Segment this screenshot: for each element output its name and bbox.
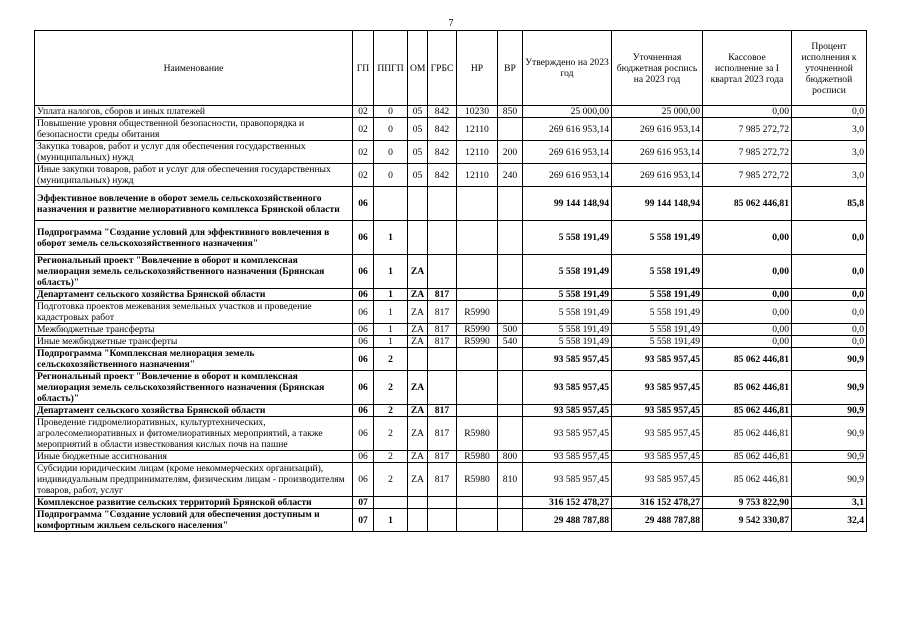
header-executed: Кассовое исполнение за I квартал 2023 года bbox=[703, 31, 792, 106]
cell-om: ZA bbox=[408, 451, 428, 463]
cell-ppgp: 0 bbox=[374, 164, 408, 187]
cell-gp: 06 bbox=[353, 255, 374, 289]
cell-gp: 02 bbox=[353, 106, 374, 118]
cell-percent: 0,0 bbox=[792, 221, 867, 255]
cell-ppgp: 2 bbox=[374, 348, 408, 371]
page-number: 7 bbox=[448, 18, 454, 29]
cell-revised: 29 488 787,88 bbox=[612, 509, 703, 532]
cell-executed: 85 062 446,81 bbox=[703, 451, 792, 463]
cell-vr: 240 bbox=[498, 164, 523, 187]
cell-nr bbox=[457, 348, 498, 371]
cell-executed: 7 985 272,72 bbox=[703, 118, 792, 141]
cell-approved: 93 585 957,45 bbox=[523, 463, 612, 497]
cell-nr: R5990 bbox=[457, 301, 498, 324]
cell-approved: 5 558 191,49 bbox=[523, 255, 612, 289]
cell-approved: 93 585 957,45 bbox=[523, 405, 612, 417]
cell-revised: 93 585 957,45 bbox=[612, 371, 703, 405]
cell-approved: 25 000,00 bbox=[523, 106, 612, 118]
cell-percent: 32,4 bbox=[792, 509, 867, 532]
cell-name: Департамент сельского хозяйства Брянской области bbox=[35, 405, 353, 417]
cell-grbs: 842 bbox=[428, 106, 457, 118]
cell-executed: 85 062 446,81 bbox=[703, 348, 792, 371]
header-gp: ГП bbox=[353, 31, 374, 106]
cell-name: Департамент сельского хозяйства Брянской области bbox=[35, 289, 353, 301]
table-row bbox=[35, 164, 867, 187]
cell-revised: 93 585 957,45 bbox=[612, 417, 703, 451]
cell-executed: 7 985 272,72 bbox=[703, 164, 792, 187]
cell-approved: 5 558 191,49 bbox=[523, 324, 612, 336]
cell-revised: 5 558 191,49 bbox=[612, 289, 703, 301]
cell-executed: 0,00 bbox=[703, 255, 792, 289]
cell-approved: 93 585 957,45 bbox=[523, 348, 612, 371]
cell-grbs bbox=[428, 509, 457, 532]
cell-percent: 3,0 bbox=[792, 164, 867, 187]
cell-approved: 5 558 191,49 bbox=[523, 289, 612, 301]
table-row bbox=[35, 301, 867, 324]
cell-approved: 316 152 478,27 bbox=[523, 497, 612, 509]
cell-gp: 02 bbox=[353, 141, 374, 164]
cell-name: Иные закупки товаров, работ и услуг для обеспечения государственных (муниципальных) нужд bbox=[35, 164, 353, 187]
cell-vr: 850 bbox=[498, 106, 523, 118]
cell-name: Подпрограмма "Комплексная мелиорация земель сельскохозяйственного назначения" bbox=[35, 348, 353, 371]
cell-revised: 5 558 191,49 bbox=[612, 336, 703, 348]
cell-ppgp bbox=[374, 187, 408, 221]
cell-vr: 540 bbox=[498, 336, 523, 348]
cell-percent: 85,8 bbox=[792, 187, 867, 221]
header-om: ОМ bbox=[408, 31, 428, 106]
header-row bbox=[35, 31, 867, 106]
cell-approved: 29 488 787,88 bbox=[523, 509, 612, 532]
cell-ppgp: 2 bbox=[374, 463, 408, 497]
cell-revised: 5 558 191,49 bbox=[612, 301, 703, 324]
cell-gp: 02 bbox=[353, 118, 374, 141]
cell-grbs bbox=[428, 255, 457, 289]
cell-ppgp: 1 bbox=[374, 509, 408, 532]
cell-vr: 500 bbox=[498, 324, 523, 336]
cell-name: Проведение гидромелиоративных, культуртехнических, агролесомелиоративных и фитомелиоративных мероприятий, а также мероприятий в области известкования кислых почв на пашне bbox=[35, 417, 353, 451]
cell-vr bbox=[498, 255, 523, 289]
cell-percent: 0,0 bbox=[792, 106, 867, 118]
cell-name: Уплата налогов, сборов и иных платежей bbox=[35, 106, 353, 118]
cell-revised: 5 558 191,49 bbox=[612, 255, 703, 289]
cell-percent: 0,0 bbox=[792, 289, 867, 301]
cell-vr: 200 bbox=[498, 141, 523, 164]
cell-ppgp: 2 bbox=[374, 405, 408, 417]
cell-nr: R5980 bbox=[457, 451, 498, 463]
cell-executed: 85 062 446,81 bbox=[703, 463, 792, 497]
cell-revised: 316 152 478,27 bbox=[612, 497, 703, 509]
cell-vr: 810 bbox=[498, 463, 523, 497]
cell-vr bbox=[498, 509, 523, 532]
cell-gp: 06 bbox=[353, 405, 374, 417]
cell-percent: 0,0 bbox=[792, 255, 867, 289]
cell-grbs bbox=[428, 497, 457, 509]
cell-om: 05 bbox=[408, 106, 428, 118]
cell-grbs bbox=[428, 348, 457, 371]
table-row bbox=[35, 417, 867, 451]
cell-om bbox=[408, 221, 428, 255]
header-ppgp: ППГП bbox=[374, 31, 408, 106]
cell-om: 05 bbox=[408, 164, 428, 187]
cell-vr bbox=[498, 497, 523, 509]
cell-vr bbox=[498, 187, 523, 221]
table-row bbox=[35, 324, 867, 336]
cell-vr: 800 bbox=[498, 451, 523, 463]
cell-name: Повышение уровня общественной безопасности, правопорядка и безопасности среды обитания bbox=[35, 118, 353, 141]
cell-percent: 90,9 bbox=[792, 348, 867, 371]
cell-ppgp: 0 bbox=[374, 118, 408, 141]
cell-nr bbox=[457, 371, 498, 405]
cell-approved: 5 558 191,49 bbox=[523, 336, 612, 348]
cell-nr: 12110 bbox=[457, 164, 498, 187]
cell-gp: 06 bbox=[353, 348, 374, 371]
cell-approved: 93 585 957,45 bbox=[523, 417, 612, 451]
cell-revised: 269 616 953,14 bbox=[612, 141, 703, 164]
cell-om: 05 bbox=[408, 141, 428, 164]
cell-revised: 93 585 957,45 bbox=[612, 405, 703, 417]
cell-percent: 90,9 bbox=[792, 417, 867, 451]
cell-approved: 99 144 148,94 bbox=[523, 187, 612, 221]
cell-percent: 90,9 bbox=[792, 463, 867, 497]
cell-ppgp: 1 bbox=[374, 336, 408, 348]
cell-ppgp: 0 bbox=[374, 106, 408, 118]
cell-executed: 0,00 bbox=[703, 324, 792, 336]
cell-approved: 5 558 191,49 bbox=[523, 301, 612, 324]
cell-grbs: 817 bbox=[428, 301, 457, 324]
table-row bbox=[35, 371, 867, 405]
cell-approved: 269 616 953,14 bbox=[523, 141, 612, 164]
cell-nr: R5990 bbox=[457, 336, 498, 348]
cell-vr bbox=[498, 301, 523, 324]
cell-ppgp: 2 bbox=[374, 417, 408, 451]
cell-approved: 269 616 953,14 bbox=[523, 164, 612, 187]
cell-name: Подпрограмма "Создание условий для обеспечения доступным и комфортным жильем сельского населения" bbox=[35, 509, 353, 532]
cell-om: ZA bbox=[408, 324, 428, 336]
cell-vr bbox=[498, 118, 523, 141]
cell-name: Закупка товаров, работ и услуг для обеспечения государственных (муниципальных) нужд bbox=[35, 141, 353, 164]
cell-ppgp: 2 bbox=[374, 371, 408, 405]
cell-gp: 06 bbox=[353, 463, 374, 497]
cell-vr bbox=[498, 405, 523, 417]
header-nr: НР bbox=[457, 31, 498, 106]
cell-revised: 5 558 191,49 bbox=[612, 221, 703, 255]
cell-nr: 12110 bbox=[457, 118, 498, 141]
cell-ppgp: 2 bbox=[374, 451, 408, 463]
cell-executed: 0,00 bbox=[703, 301, 792, 324]
cell-nr bbox=[457, 289, 498, 301]
cell-name: Региональный проект "Вовлечение в оборот и комплексная мелиорация земель сельскохозяйственного назначения (Брянская область)" bbox=[35, 255, 353, 289]
table-row bbox=[35, 187, 867, 221]
cell-vr bbox=[498, 417, 523, 451]
header-grbs: ГРБС bbox=[428, 31, 457, 106]
budget-table bbox=[34, 30, 867, 532]
cell-om bbox=[408, 187, 428, 221]
cell-om: ZA bbox=[408, 405, 428, 417]
cell-grbs: 817 bbox=[428, 405, 457, 417]
cell-ppgp: 1 bbox=[374, 255, 408, 289]
cell-revised: 93 585 957,45 bbox=[612, 348, 703, 371]
cell-grbs: 842 bbox=[428, 118, 457, 141]
cell-name: Эффективное вовлечение в оборот земель сельскохозяйственного назначения и развитие мелиоративного комплекса Брянской области bbox=[35, 187, 353, 221]
cell-revised: 99 144 148,94 bbox=[612, 187, 703, 221]
cell-om: ZA bbox=[408, 255, 428, 289]
cell-gp: 06 bbox=[353, 371, 374, 405]
cell-gp: 06 bbox=[353, 301, 374, 324]
cell-grbs: 817 bbox=[428, 463, 457, 497]
cell-gp: 06 bbox=[353, 221, 374, 255]
table-row bbox=[35, 405, 867, 417]
table-row bbox=[35, 497, 867, 509]
cell-grbs: 842 bbox=[428, 164, 457, 187]
cell-grbs bbox=[428, 187, 457, 221]
table-row bbox=[35, 106, 867, 118]
cell-percent: 0,0 bbox=[792, 324, 867, 336]
cell-name: Субсидии юридическим лицам (кроме некоммерческих организаций), индивидуальным предпринимателям, физическим лицам - производителям товаров, работ, услуг bbox=[35, 463, 353, 497]
table-row bbox=[35, 509, 867, 532]
cell-name: Подготовка проектов межевания земельных участков и проведение кадастровых работ bbox=[35, 301, 353, 324]
cell-nr: 12110 bbox=[457, 141, 498, 164]
cell-percent: 0,0 bbox=[792, 336, 867, 348]
cell-percent: 90,9 bbox=[792, 371, 867, 405]
table-row bbox=[35, 289, 867, 301]
cell-revised: 93 585 957,45 bbox=[612, 463, 703, 497]
cell-executed: 85 062 446,81 bbox=[703, 417, 792, 451]
cell-nr: R5990 bbox=[457, 324, 498, 336]
cell-grbs: 817 bbox=[428, 324, 457, 336]
cell-executed: 85 062 446,81 bbox=[703, 371, 792, 405]
cell-grbs: 817 bbox=[428, 417, 457, 451]
cell-vr bbox=[498, 348, 523, 371]
cell-percent: 90,9 bbox=[792, 405, 867, 417]
cell-revised: 93 585 957,45 bbox=[612, 451, 703, 463]
cell-name: Межбюджетные трансферты bbox=[35, 324, 353, 336]
cell-grbs bbox=[428, 221, 457, 255]
cell-executed: 0,00 bbox=[703, 221, 792, 255]
cell-ppgp: 1 bbox=[374, 324, 408, 336]
table-row bbox=[35, 118, 867, 141]
cell-nr bbox=[457, 497, 498, 509]
cell-revised: 5 558 191,49 bbox=[612, 324, 703, 336]
cell-om: ZA bbox=[408, 371, 428, 405]
cell-nr: R5980 bbox=[457, 463, 498, 497]
cell-nr bbox=[457, 509, 498, 532]
cell-name: Иные межбюджетные трансферты bbox=[35, 336, 353, 348]
cell-om bbox=[408, 509, 428, 532]
table-row bbox=[35, 463, 867, 497]
cell-grbs: 817 bbox=[428, 451, 457, 463]
cell-om: ZA bbox=[408, 289, 428, 301]
cell-executed: 9 542 330,87 bbox=[703, 509, 792, 532]
cell-grbs: 817 bbox=[428, 336, 457, 348]
cell-vr bbox=[498, 371, 523, 405]
cell-nr bbox=[457, 221, 498, 255]
cell-executed: 0,00 bbox=[703, 106, 792, 118]
cell-vr bbox=[498, 289, 523, 301]
cell-approved: 5 558 191,49 bbox=[523, 221, 612, 255]
header-name: Наименование bbox=[35, 31, 353, 106]
cell-ppgp bbox=[374, 497, 408, 509]
cell-ppgp: 1 bbox=[374, 301, 408, 324]
cell-gp: 06 bbox=[353, 324, 374, 336]
cell-executed: 85 062 446,81 bbox=[703, 187, 792, 221]
cell-gp: 02 bbox=[353, 164, 374, 187]
header-vr: ВР bbox=[498, 31, 523, 106]
cell-grbs: 817 bbox=[428, 289, 457, 301]
cell-approved: 93 585 957,45 bbox=[523, 451, 612, 463]
cell-om: ZA bbox=[408, 417, 428, 451]
cell-nr bbox=[457, 255, 498, 289]
cell-approved: 269 616 953,14 bbox=[523, 118, 612, 141]
cell-percent: 3,0 bbox=[792, 141, 867, 164]
cell-name: Комплексное развитие сельских территорий Брянской области bbox=[35, 497, 353, 509]
cell-gp: 06 bbox=[353, 187, 374, 221]
cell-ppgp: 1 bbox=[374, 289, 408, 301]
cell-name: Иные бюджетные ассигнования bbox=[35, 451, 353, 463]
table-row bbox=[35, 451, 867, 463]
cell-nr bbox=[457, 187, 498, 221]
cell-om: ZA bbox=[408, 463, 428, 497]
cell-om: ZA bbox=[408, 301, 428, 324]
cell-gp: 07 bbox=[353, 509, 374, 532]
cell-nr: 10230 bbox=[457, 106, 498, 118]
cell-gp: 06 bbox=[353, 417, 374, 451]
cell-nr bbox=[457, 405, 498, 417]
table-row bbox=[35, 255, 867, 289]
cell-executed: 9 753 822,90 bbox=[703, 497, 792, 509]
cell-name: Региональный проект "Вовлечение в оборот и комплексная мелиорация земель сельскохозяйственного назначения (Брянская область)" bbox=[35, 371, 353, 405]
cell-percent: 3,1 bbox=[792, 497, 867, 509]
cell-om: ZA bbox=[408, 336, 428, 348]
cell-nr: R5980 bbox=[457, 417, 498, 451]
cell-grbs bbox=[428, 371, 457, 405]
cell-executed: 0,00 bbox=[703, 289, 792, 301]
table-row bbox=[35, 348, 867, 371]
cell-gp: 06 bbox=[353, 336, 374, 348]
cell-name: Подпрограмма "Создание условий для эффективного вовлечения в оборот земель сельскохозяйственного назначения" bbox=[35, 221, 353, 255]
cell-percent: 90,9 bbox=[792, 451, 867, 463]
cell-ppgp: 0 bbox=[374, 141, 408, 164]
cell-om: 05 bbox=[408, 118, 428, 141]
table-row bbox=[35, 221, 867, 255]
cell-executed: 7 985 272,72 bbox=[703, 141, 792, 164]
cell-gp: 06 bbox=[353, 289, 374, 301]
cell-executed: 85 062 446,81 bbox=[703, 405, 792, 417]
cell-percent: 0,0 bbox=[792, 301, 867, 324]
table-row bbox=[35, 141, 867, 164]
cell-vr bbox=[498, 221, 523, 255]
header-percent: Процент исполнения к уточненной бюджетной росписи bbox=[792, 31, 867, 106]
table-row bbox=[35, 336, 867, 348]
header-approved: Утверждено на 2023 год bbox=[523, 31, 612, 106]
cell-approved: 93 585 957,45 bbox=[523, 371, 612, 405]
cell-revised: 25 000,00 bbox=[612, 106, 703, 118]
cell-gp: 06 bbox=[353, 451, 374, 463]
cell-grbs: 842 bbox=[428, 141, 457, 164]
cell-revised: 269 616 953,14 bbox=[612, 118, 703, 141]
cell-gp: 07 bbox=[353, 497, 374, 509]
cell-revised: 269 616 953,14 bbox=[612, 164, 703, 187]
header-revised: Уточненная бюджетная роспись на 2023 год bbox=[612, 31, 703, 106]
cell-executed: 0,00 bbox=[703, 336, 792, 348]
table-body bbox=[35, 106, 867, 532]
cell-om bbox=[408, 497, 428, 509]
cell-om bbox=[408, 348, 428, 371]
cell-percent: 3,0 bbox=[792, 118, 867, 141]
cell-ppgp: 1 bbox=[374, 221, 408, 255]
